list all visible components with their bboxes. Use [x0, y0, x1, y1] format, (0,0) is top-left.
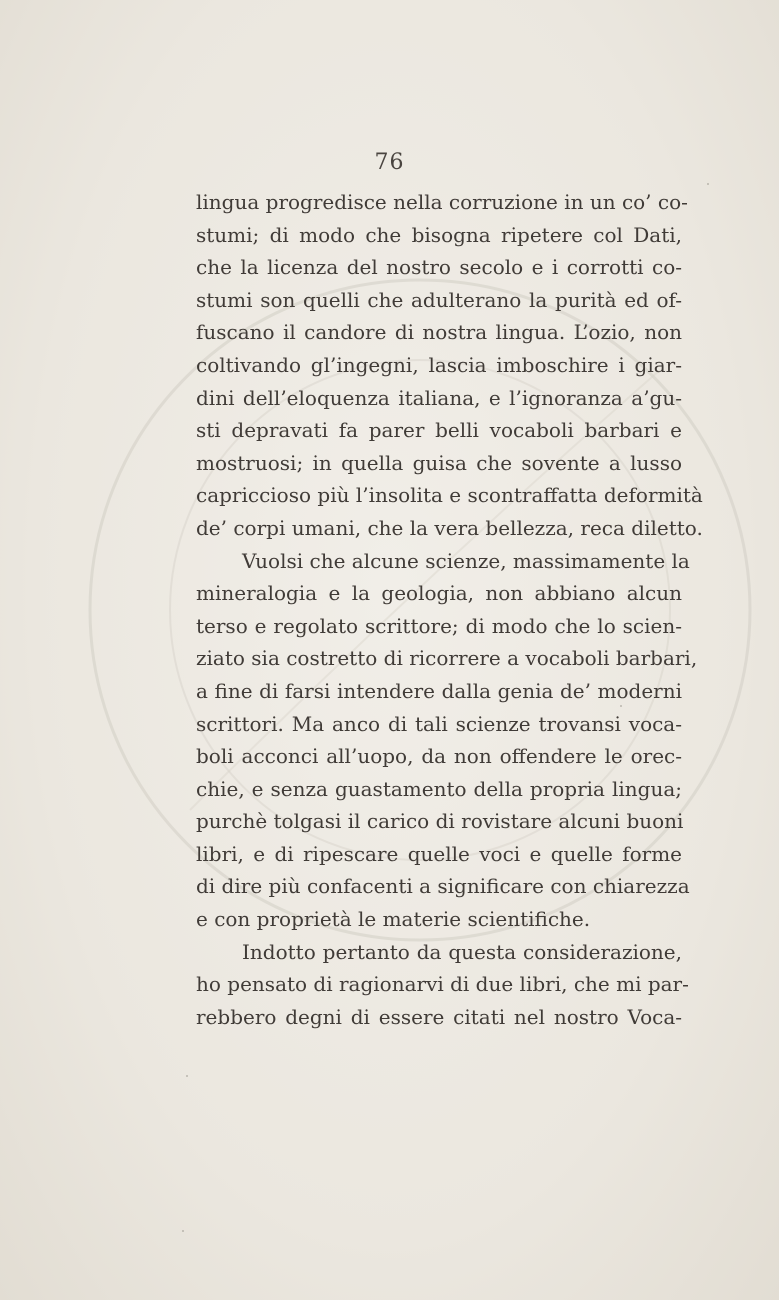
text-line: lingua progredisce nella corruzione in un co’ co-	[196, 190, 688, 214]
text-line: sti depravati fa parer belli vocaboli barbari e	[196, 418, 682, 443]
text-line: de’ corpi umani, che la vera bellezza, reca diletto.	[196, 515, 703, 540]
text-line: e con proprietà le materie scientifiche.	[196, 907, 591, 932]
text-line: ho pensato di ragionarvi di due libri, che mi par-	[196, 972, 689, 997]
text-line: boli acconci all’uopo, da non offendere le orec-	[196, 744, 682, 769]
text-line: a fine di farsi intendere dalla genia de’ moderni	[196, 678, 682, 703]
page-number: 76	[374, 150, 405, 175]
text-line: chie, e senza guastamento della propria lingua;	[196, 776, 682, 801]
paragraph-2	[196, 545, 698, 936]
text-line: stumi son quelli che adulterano la purità ed of-	[196, 287, 682, 312]
text-line: coltivando gl’ingegni, lascia imboschire i giar-	[196, 352, 682, 377]
text-line: Vuolsi che alcune scienze, massimamente la	[242, 548, 690, 573]
text-line: rebbero degni di essere citati nel nostro Voca-	[196, 1004, 682, 1029]
text-line: capriccioso più l’insolita e scontraffatta deformità	[196, 483, 703, 508]
text-line: Indotto pertanto da questa considerazione,	[242, 939, 682, 964]
body-text	[196, 186, 703, 1033]
paper-speck	[182, 1230, 184, 1232]
text-line: mineralogia e la geologia, non abbiano alcun	[196, 581, 682, 606]
paragraph-3	[196, 936, 689, 1034]
text-line: terso e regolato scrittore; di modo che lo scien-	[196, 613, 682, 638]
paper-speck	[186, 1075, 188, 1077]
text-line: scrittori. Ma anco di tali scienze trovansi voca-	[196, 711, 682, 736]
text-line: purchè tolgasi il carico di rovistare alcuni buoni	[196, 809, 684, 834]
text-line: ziato sia costretto di ricorrere a vocaboli barbari,	[196, 646, 698, 671]
paragraph-1	[196, 186, 703, 545]
text-line: mostruosi; in quella guisa che sovente a lusso	[196, 450, 682, 475]
text-line: stumi; di modo che bisogna ripetere col Dati,	[196, 222, 682, 247]
text-line: che la licenza del nostro secolo e i corrotti co-	[196, 255, 682, 280]
text-line: di dire più confacenti a significare con chiarezza	[196, 874, 690, 899]
paper-speck	[707, 183, 709, 185]
text-line: libri, e di ripescare quelle voci e quelle forme	[196, 841, 682, 866]
text-line: dini dell’eloquenza italiana, e l’ignoranza a’gu-	[196, 385, 682, 410]
text-line: fuscano il candore di nostra lingua. L’ozio, non	[196, 320, 682, 345]
